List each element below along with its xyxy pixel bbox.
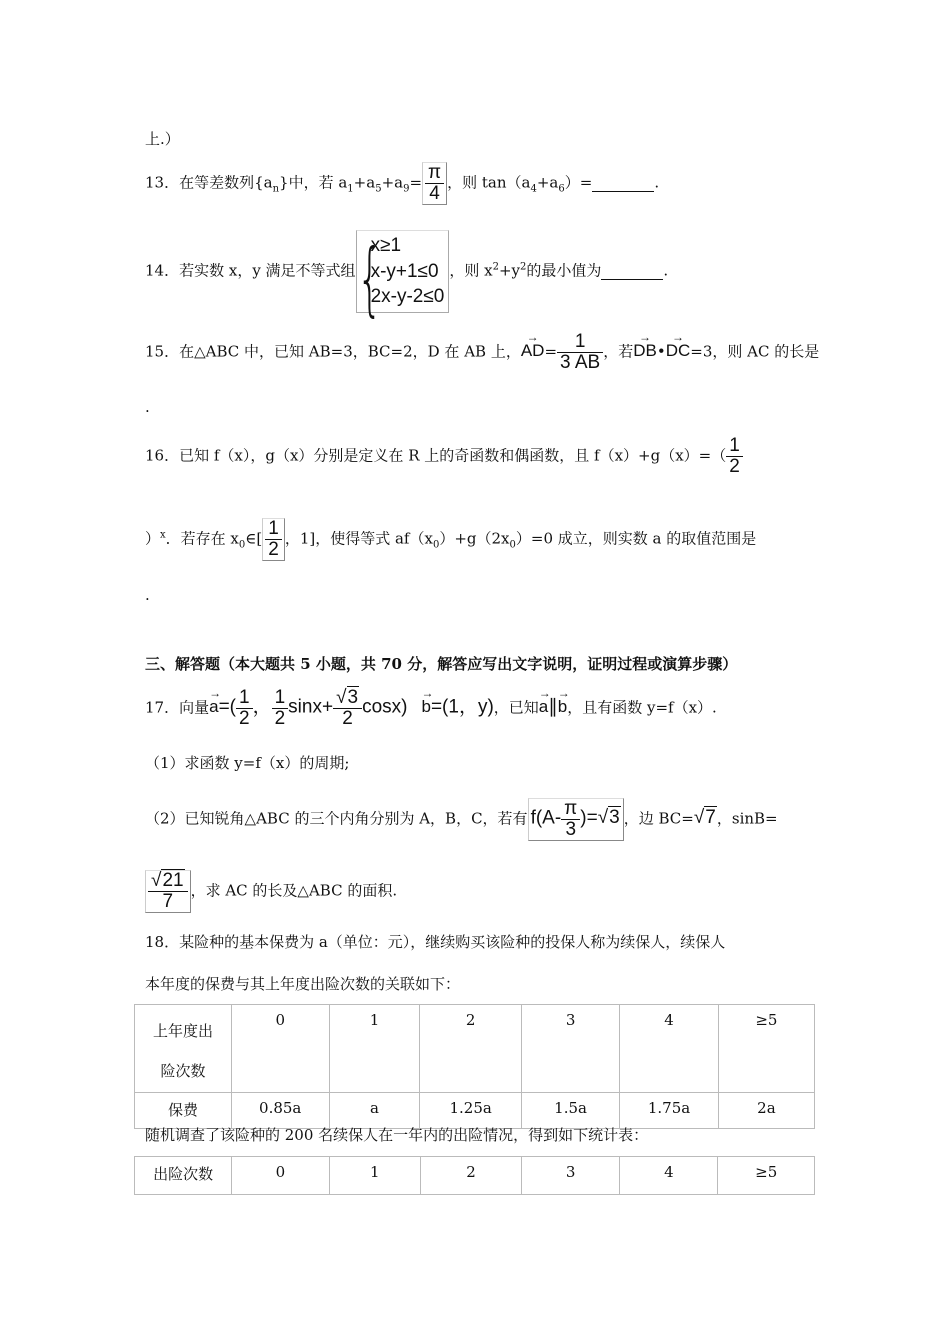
- fraction-sqrt3-over-2: $\frac{√3}{2}$: [333, 688, 362, 729]
- fraction-one-third-ab: $\frac{1}{3 AB}$: [557, 332, 603, 373]
- question-13: 13．在等差数列$\{a_n\}$中，若 $a_1+a_5+a_9=$ $\frac{\pi}{4}$ ，则 $\tan(a_4+a_6)=$ .: [145, 162, 660, 204]
- question-16: 16．已知 f（x），g（x）分别是定义在 R 上的奇函数和偶函数，且 f（x）+g（x）=（ $\frac{1}{2}$: [145, 436, 743, 477]
- fraction-one-half: $\frac{1}{2}$: [272, 688, 289, 729]
- claims-table: [134, 1156, 815, 1195]
- vector-a: → a: [209, 689, 218, 717]
- table-row: 上年度出 险次数 0 1 2 3 4 ≥5: [135, 1005, 815, 1093]
- question-18: 18．某险种的基本保费为 a（单位：元），继续购买该险种的投保人称为续保人，续保人: [145, 933, 726, 951]
- vector-a: → a: [539, 689, 548, 717]
- continued-text: 上.）: [145, 130, 180, 148]
- fraction-pi-over-3: $\frac{\pi}{3}$: [561, 799, 580, 840]
- answer-blank: [601, 261, 663, 280]
- fraction-one-half: $\frac{1}{2}$: [236, 688, 253, 729]
- section-heading: 三、解答题（本大题共 5 小题，共 70 分，解答应写出文字说明，证明过程或演算步骤）: [145, 655, 738, 673]
- question-17-part1: （1）求函数 y=f（x）的周期;: [145, 754, 350, 772]
- answer-blank: [592, 173, 654, 192]
- fraction-one-half: $\frac{1}{2}$: [726, 436, 743, 477]
- premium-table: [134, 1004, 815, 1129]
- inequality-system: { x≥1 x-y+1≤0 2x-y-2≤0: [356, 230, 450, 313]
- table-row: 出险次数 0 1 2 3 4 ≥5: [135, 1157, 815, 1195]
- vector-db: → DB: [633, 333, 657, 361]
- question-17: 17．向量→ a=( $\frac{1}{2}$ ， $\frac{1}{2}$ sinx+ $\frac{√3}{2}$ cosx)→ b=(1，y)，已知→ a∥→ b，且有函数 y=f（x）.: [145, 688, 717, 729]
- vector-b: → b: [421, 689, 430, 717]
- question-17-part2: （2）已知锐角△ABC 的三个内角分别为 A，B，C，若有 f(A- $\frac{\pi}{3}$ )=√3 ，边 BC=√7，sinB=: [145, 798, 778, 840]
- question-18-line3: 随机调查了该险种的 200 名续保人在一年内的出险情况，得到如下统计表：: [145, 1126, 649, 1144]
- question-14: 14．若实数 x，y 满足不等式组 { x≥1 x-y+1≤0 2x-y-2≤0 ，则 $x^2+y^2$的最小值为 .: [145, 230, 668, 313]
- question-16-line2: ）$^x$．若存在 $x_0\in$[ $\frac{1}{2}$ ，1]，使得等式 $af(x_0)+g(2x_0)=0$ 成立，则实数 a 的取值范围是: [145, 518, 757, 560]
- question-18-line2: 本年度的保费与其上年度出险次数的关联如下：: [145, 975, 461, 993]
- question-17-part2-line2: $\frac{√21}{7}$ ，求 AC 的长及△ABC 的面积.: [145, 870, 397, 913]
- question-16-end: .: [145, 586, 150, 604]
- table-row: 保费 0.85a a 1.25a 1.5a 1.75a 2a: [135, 1093, 815, 1129]
- question-15-end: .: [145, 398, 150, 416]
- vector-b: → b: [558, 689, 567, 717]
- question-15: 15．在△ABC 中，已知 AB=3，BC=2，D 在 AB 上，→ AD= $\frac{1}{3 AB}$ ，若→ DB•→ DC=3，则 AC 的长是: [145, 332, 819, 373]
- fraction-one-half: $\frac{1}{2}$: [265, 519, 282, 560]
- vector-dc: → DC: [666, 333, 691, 361]
- fraction-pi-over-4: $\frac{\pi}{4}$: [425, 163, 444, 204]
- vector-ad: → AD: [521, 333, 545, 361]
- fraction-sqrt21-over-7: $\frac{√21}{7}$: [148, 871, 188, 912]
